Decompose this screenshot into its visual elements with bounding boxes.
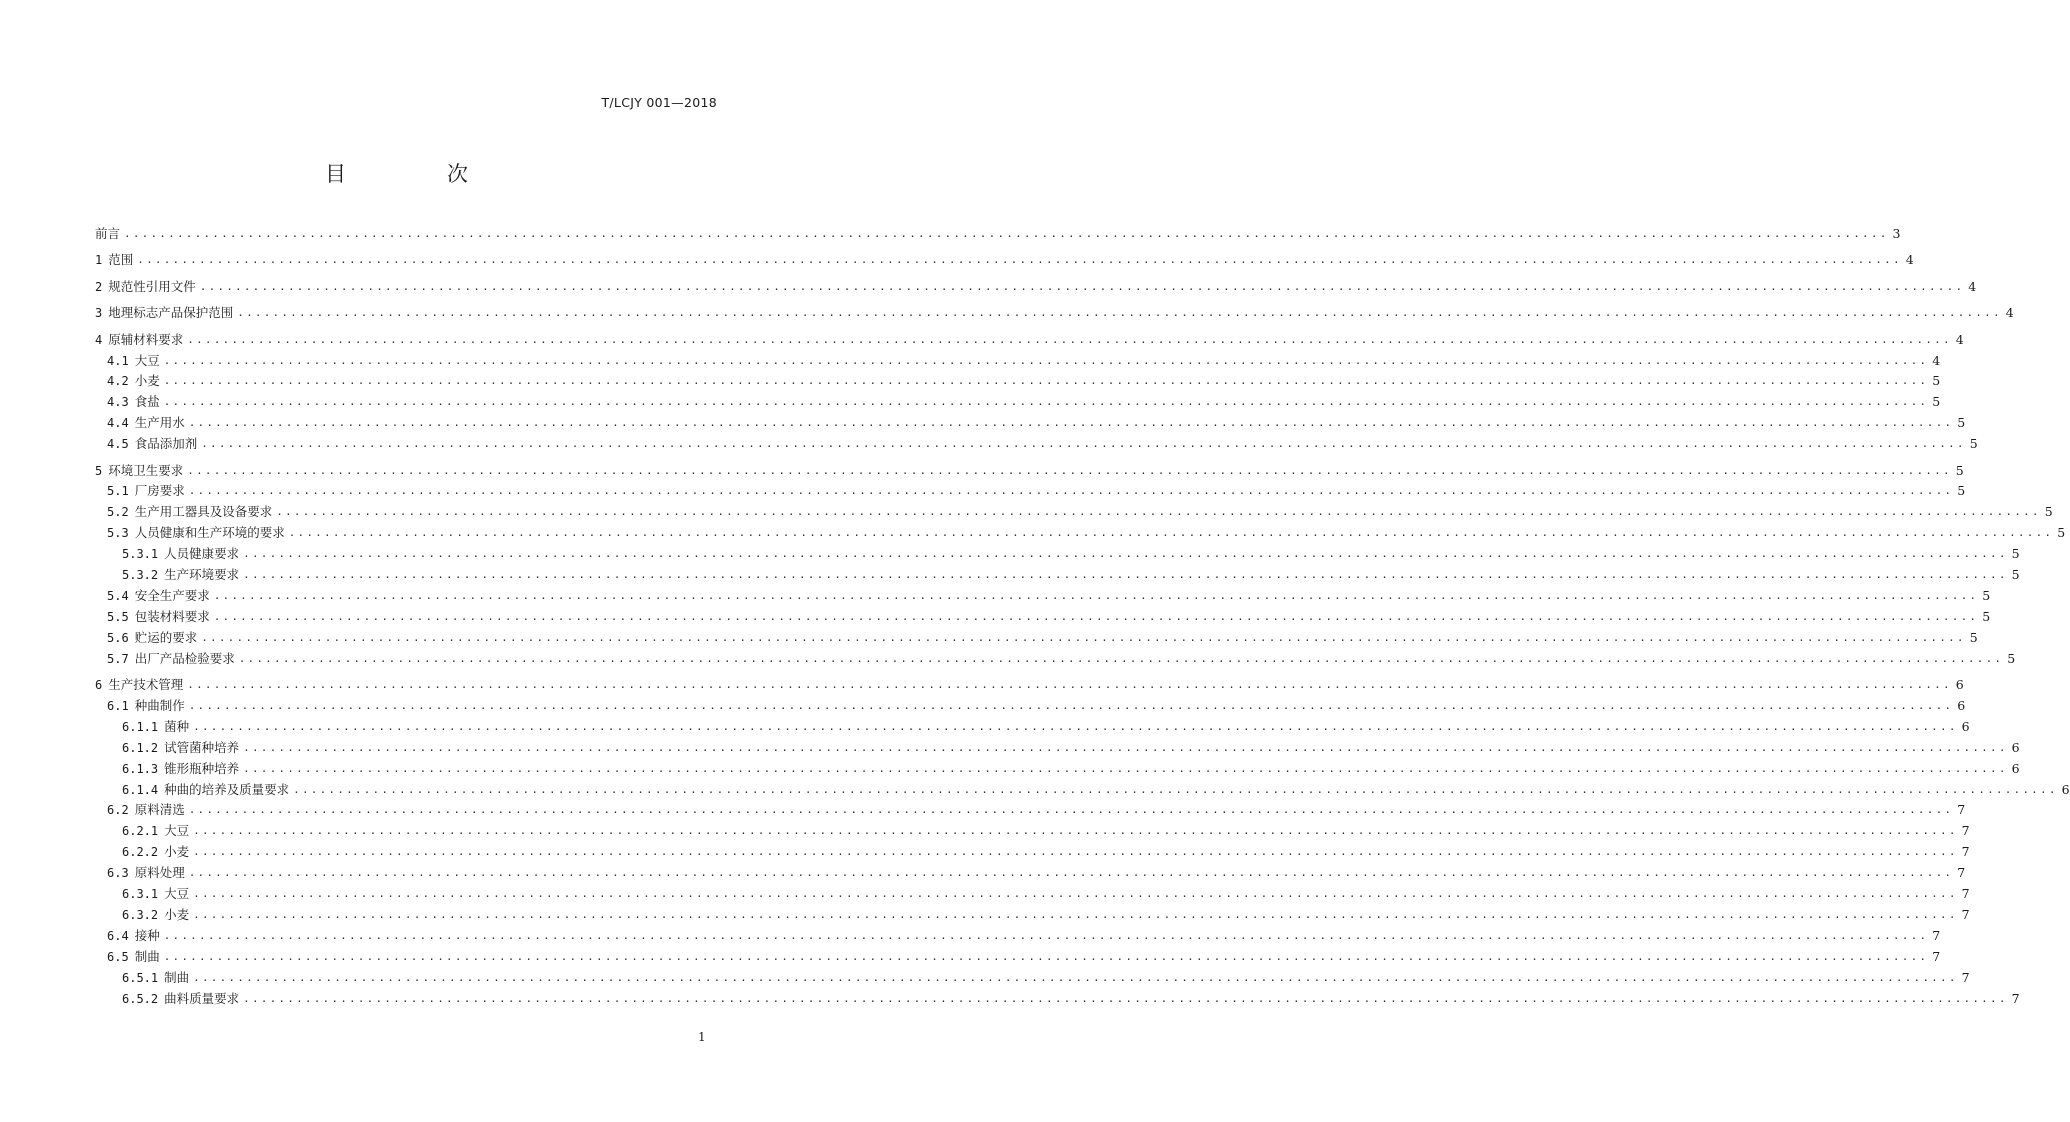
toc-entry-page: 5 [2057, 525, 2066, 541]
toc-entry-label: 接种 [134, 927, 160, 943]
toc-entry-page: 4 [1955, 331, 1964, 347]
toc-entry-number: 6.3.1 [122, 887, 159, 901]
toc-entry[interactable] [95, 351, 1941, 371]
toc-dot-leader: ........................................................................................................................................................................................................ [188, 698, 1954, 712]
toc-entry[interactable] [95, 628, 1978, 648]
toc-entry-page: 5 [1957, 415, 1966, 431]
toc-entry-number: 5.3.2 [122, 568, 159, 582]
toc-entry[interactable] [95, 277, 1977, 297]
standard-code: T/LCJY 001—2018 [601, 95, 717, 110]
toc-entry[interactable] [95, 759, 2020, 779]
toc-entry-number: 5.3 [107, 526, 129, 541]
toc-entry[interactable] [95, 523, 2066, 543]
toc-entry-number: 4.2 [107, 374, 129, 389]
toc-entry[interactable] [95, 481, 1966, 501]
toc-dot-leader: ........................................................................................................................................................................................................ [238, 651, 2004, 665]
toc-entry-number: 6.4 [107, 928, 129, 943]
toc-dot-leader: ........................................................................................................................................................................................................ [124, 227, 1889, 240]
toc-entry[interactable] [95, 224, 1901, 244]
toc-entry-label: 规范性引用文件 [108, 278, 196, 294]
toc-entry-label: 试管菌种培养 [164, 739, 240, 755]
toc-entry-number: 6.3.2 [122, 907, 159, 922]
toc-entry-label: 地理标志产品保护范围 [108, 305, 234, 321]
toc-dot-leader: ........................................................................................................................................................................................................ [163, 949, 1929, 963]
toc-entry-page: 7 [1961, 844, 1970, 860]
toc-entry-page: 7 [1961, 886, 1970, 901]
toc-entry-label: 食品添加剂 [134, 436, 198, 452]
toc-entry[interactable] [95, 780, 2070, 800]
toc-entry-page: 5 [1969, 629, 1978, 645]
toc-entry-page: 6 [1957, 697, 1966, 713]
toc-dot-leader: ........................................................................................................................................................................................................ [187, 463, 1952, 477]
toc-dot-leader: ........................................................................................................................................................................................................ [163, 353, 1929, 367]
toc-entry[interactable] [95, 303, 2014, 323]
toc-entry-page: 5 [1982, 608, 1991, 624]
toc-entry[interactable] [95, 649, 2016, 669]
toc-dot-leader: ........................................................................................................................................................................................................ [243, 568, 2008, 581]
toc-entry-number: 4.1 [107, 353, 129, 368]
toc-entry-page: 3 [1892, 226, 1901, 241]
toc-dot-leader: ........................................................................................................................................................................................................ [188, 416, 1954, 430]
toc-dot-leader: ........................................................................................................................................................................................................ [237, 306, 2002, 320]
toc-dot-leader: ........................................................................................................................................................................................................ [199, 279, 1965, 293]
toc-entry-label: 大豆 [164, 886, 190, 901]
toc-entry-page: 5 [2011, 567, 2020, 582]
toc-dot-leader: ........................................................................................................................................................................................................ [201, 630, 1966, 644]
toc-dot-leader: ........................................................................................................................................................................................................ [201, 437, 1966, 451]
toc-entry-page: 5 [2007, 650, 2016, 666]
page-title: 目 次 [325, 162, 508, 186]
toc-dot-leader: ........................................................................................................................................................................................................ [163, 395, 1929, 409]
toc-dot-leader: ........................................................................................................................................................................................................ [213, 609, 1979, 623]
toc-entry[interactable] [95, 926, 1941, 946]
toc-entry-number: 6.1.1 [122, 719, 159, 734]
toc-entry[interactable] [95, 392, 1941, 412]
toc-entry-page: 6 [2011, 739, 2020, 755]
toc-dot-leader: ........................................................................................................................................................................................................ [276, 505, 2041, 519]
toc-dot-leader: ........................................................................................................................................................................................................ [293, 782, 2058, 796]
toc-entry-page: 4 [1968, 278, 1977, 294]
toc-dot-leader: ........................................................................................................................................................................................................ [243, 991, 2008, 1005]
toc-entry-number: 6.3 [107, 866, 129, 881]
toc-entry-page: 7 [1932, 927, 1941, 943]
toc-entry-page: 7 [1961, 906, 1970, 922]
toc-entry[interactable] [95, 863, 1966, 883]
toc-entry-number: 4.3 [107, 395, 129, 410]
toc-entry-label: 菌种 [164, 718, 190, 734]
toc-entry-number: 5.3.1 [122, 547, 159, 562]
toc-entry-page: 7 [1961, 823, 1970, 839]
toc-entry-number: 6 [95, 678, 103, 692]
toc-entry-page: 7 [2011, 990, 2020, 1006]
toc-entry-number: 3 [95, 306, 103, 321]
toc-entry[interactable] [95, 989, 2020, 1009]
toc-dot-leader: ........................................................................................................................................................................................................ [193, 824, 1958, 838]
toc-entry-label: 生产技术管理 [108, 677, 184, 692]
toc-entry[interactable] [95, 905, 1970, 925]
toc-dot-leader: ........................................................................................................................................................................................................ [193, 970, 1958, 984]
toc-entry-label: 大豆 [134, 352, 160, 368]
toc-entry-label: 大豆 [164, 823, 190, 839]
toc-entry-label: 种曲的培养及质量要求 [164, 781, 290, 797]
toc-entry[interactable] [95, 738, 2020, 758]
toc-entry-page: 5 [1932, 373, 1941, 389]
toc-entry-page: 5 [1969, 436, 1978, 452]
toc-entry-number: 5.7 [107, 651, 129, 666]
toc-entry[interactable] [95, 607, 1991, 627]
toc-entry[interactable] [95, 544, 2020, 564]
toc-entry[interactable] [95, 947, 1941, 967]
toc-entry-page: 5 [2044, 504, 2053, 520]
toc-entry-page: 6 [2061, 781, 2070, 797]
toc-dot-leader: ........................................................................................................................................................................................................ [188, 866, 1954, 880]
toc-dot-leader: ........................................................................................................................................................................................................ [243, 547, 2008, 561]
toc-dot-leader: ........................................................................................................................................................................................................ [193, 719, 1958, 733]
toc-entry[interactable] [95, 675, 1964, 695]
toc-entry-page: 4 [1905, 252, 1914, 268]
toc-entry-number: 6.2 [107, 803, 129, 818]
toc-dot-leader: ........................................................................................................................................................................................................ [193, 907, 1958, 921]
toc-entry-page: 7 [1961, 969, 1970, 985]
toc-entry-number: 1 [95, 253, 103, 268]
toc-entry-label: 出厂产品检验要求 [134, 650, 235, 666]
toc-entry-label: 小麦 [164, 906, 190, 922]
toc-entry-label: 种曲制作 [134, 697, 185, 713]
toc-entry-label: 包装材料要求 [134, 608, 210, 624]
toc-entry[interactable] [95, 884, 1970, 904]
toc-entry-label: 原辅材料要求 [108, 331, 184, 347]
toc-entry-number: 4.5 [107, 437, 129, 452]
toc-entry-label: 生产用水 [134, 415, 185, 431]
toc-entry-page: 5 [1982, 587, 1991, 603]
toc-entry-label: 人员健康和生产环境的要求 [134, 525, 285, 541]
toc-entry-label: 贮运的要求 [134, 629, 198, 645]
toc-entry-label: 制曲 [164, 969, 190, 985]
toc-entry-number: 5.2 [107, 505, 129, 520]
toc-entry-page: 5 [1955, 462, 1964, 478]
toc-dot-leader: ........................................................................................................................................................................................................ [163, 374, 1929, 388]
toc-entry[interactable] [95, 968, 1970, 988]
toc-dot-leader: ........................................................................................................................................................................................................ [188, 484, 1954, 498]
toc-entry-number: 2 [95, 279, 103, 294]
toc-dot-leader: ........................................................................................................................................................................................................ [193, 845, 1958, 859]
toc-entry-number: 5 [95, 463, 103, 478]
toc-entry-label: 原料处理 [134, 865, 185, 881]
toc-dot-leader: ........................................................................................................................................................................................................ [187, 332, 1952, 346]
toc-entry-number: 5.1 [107, 484, 129, 499]
toc-dot-leader: ........................................................................................................................................................................................................ [288, 526, 2054, 540]
toc-entry-number: 5.6 [107, 630, 129, 645]
toc-entry-number: 6.5.1 [122, 970, 159, 985]
toc-entry-number: 6.2.2 [122, 845, 159, 860]
toc-entry-number: 6.1.2 [122, 740, 159, 755]
toc-entry-label: 生产环境要求 [164, 567, 240, 582]
toc-entry-number: 5.4 [107, 588, 129, 603]
toc-entry-page: 6 [2011, 760, 2020, 776]
toc-entry-number: 6.5 [107, 949, 129, 964]
toc-entry[interactable] [95, 586, 1991, 606]
toc-entry-label: 人员健康要求 [164, 546, 240, 562]
page-number: 1 [698, 1030, 706, 1044]
toc-entry-page: 5 [2011, 546, 2020, 562]
toc-entry-label: 生产用工器具及设备要求 [134, 504, 273, 520]
toc-entry-label: 厂房要求 [134, 483, 185, 499]
toc-entry[interactable] [95, 842, 1970, 862]
toc-entry-number: 6.5.2 [122, 991, 159, 1006]
toc-entry-number: 4.4 [107, 416, 129, 431]
toc-entry-label: 锥形瓶种培养 [164, 760, 240, 776]
toc-entry-label: 原料清选 [134, 802, 185, 818]
toc-dot-leader: ........................................................................................................................................................................................................ [193, 887, 1958, 900]
toc-entry-page: 5 [1932, 394, 1941, 410]
toc-entry-number: 6.2.1 [122, 824, 159, 839]
toc-entry[interactable] [95, 696, 1966, 716]
toc-entry-page: 6 [1961, 718, 1970, 734]
toc-entry[interactable] [95, 800, 1966, 820]
toc-entry-page: 6 [1955, 677, 1964, 692]
toc-entry-label: 食盐 [134, 394, 160, 410]
toc-entry-label: 曲料质量要求 [164, 990, 240, 1006]
toc-dot-leader: ........................................................................................................................................................................................................ [163, 928, 1929, 942]
toc-entry-label: 范围 [108, 252, 134, 268]
toc-entry[interactable] [95, 434, 1978, 454]
toc-entry-page: 4 [1932, 352, 1941, 368]
toc-entry-number: 6.1 [107, 698, 129, 713]
toc-dot-leader: ........................................................................................................................................................................................................ [188, 803, 1954, 817]
toc-entry[interactable] [95, 717, 1970, 737]
toc-dot-leader: ........................................................................................................................................................................................................ [243, 740, 2008, 754]
toc-entry-number: 6.1.3 [122, 761, 159, 776]
toc-entry[interactable] [95, 413, 1966, 433]
toc-entry[interactable] [95, 330, 1964, 350]
toc-entry-number: 6.1.4 [122, 782, 159, 797]
toc-entry-number: 4 [95, 332, 103, 347]
toc-entry[interactable] [95, 250, 1914, 270]
toc-entry[interactable] [95, 821, 1970, 841]
toc-entry-page: 5 [1957, 483, 1966, 499]
toc-entry[interactable] [95, 371, 1941, 391]
toc-entry-label: 小麦 [134, 373, 160, 389]
toc-entry-label: 制曲 [134, 948, 160, 964]
toc-entry-label: 安全生产要求 [134, 587, 210, 603]
toc-entry-page: 7 [1957, 865, 1966, 881]
toc-entry-page: 4 [2005, 305, 2014, 321]
toc-entry-number: 5.5 [107, 609, 129, 624]
toc-entry-page: 7 [1932, 948, 1941, 964]
toc-entry[interactable] [95, 461, 1964, 481]
toc-dot-leader: ........................................................................................................................................................................................................ [187, 678, 1952, 691]
toc-entry-label: 小麦 [164, 844, 190, 860]
toc-dot-leader: ........................................................................................................................................................................................................ [243, 761, 2008, 775]
toc-entry-page: 7 [1957, 802, 1966, 818]
toc-entry[interactable] [95, 565, 2020, 585]
toc-dot-leader: ........................................................................................................................................................................................................ [213, 588, 1979, 602]
toc-entry[interactable] [95, 502, 2053, 522]
toc-entry-label: 前言 [95, 226, 121, 241]
toc-entry-label: 环境卫生要求 [108, 462, 184, 478]
toc-dot-leader: ........................................................................................................................................................................................................ [137, 253, 1902, 267]
